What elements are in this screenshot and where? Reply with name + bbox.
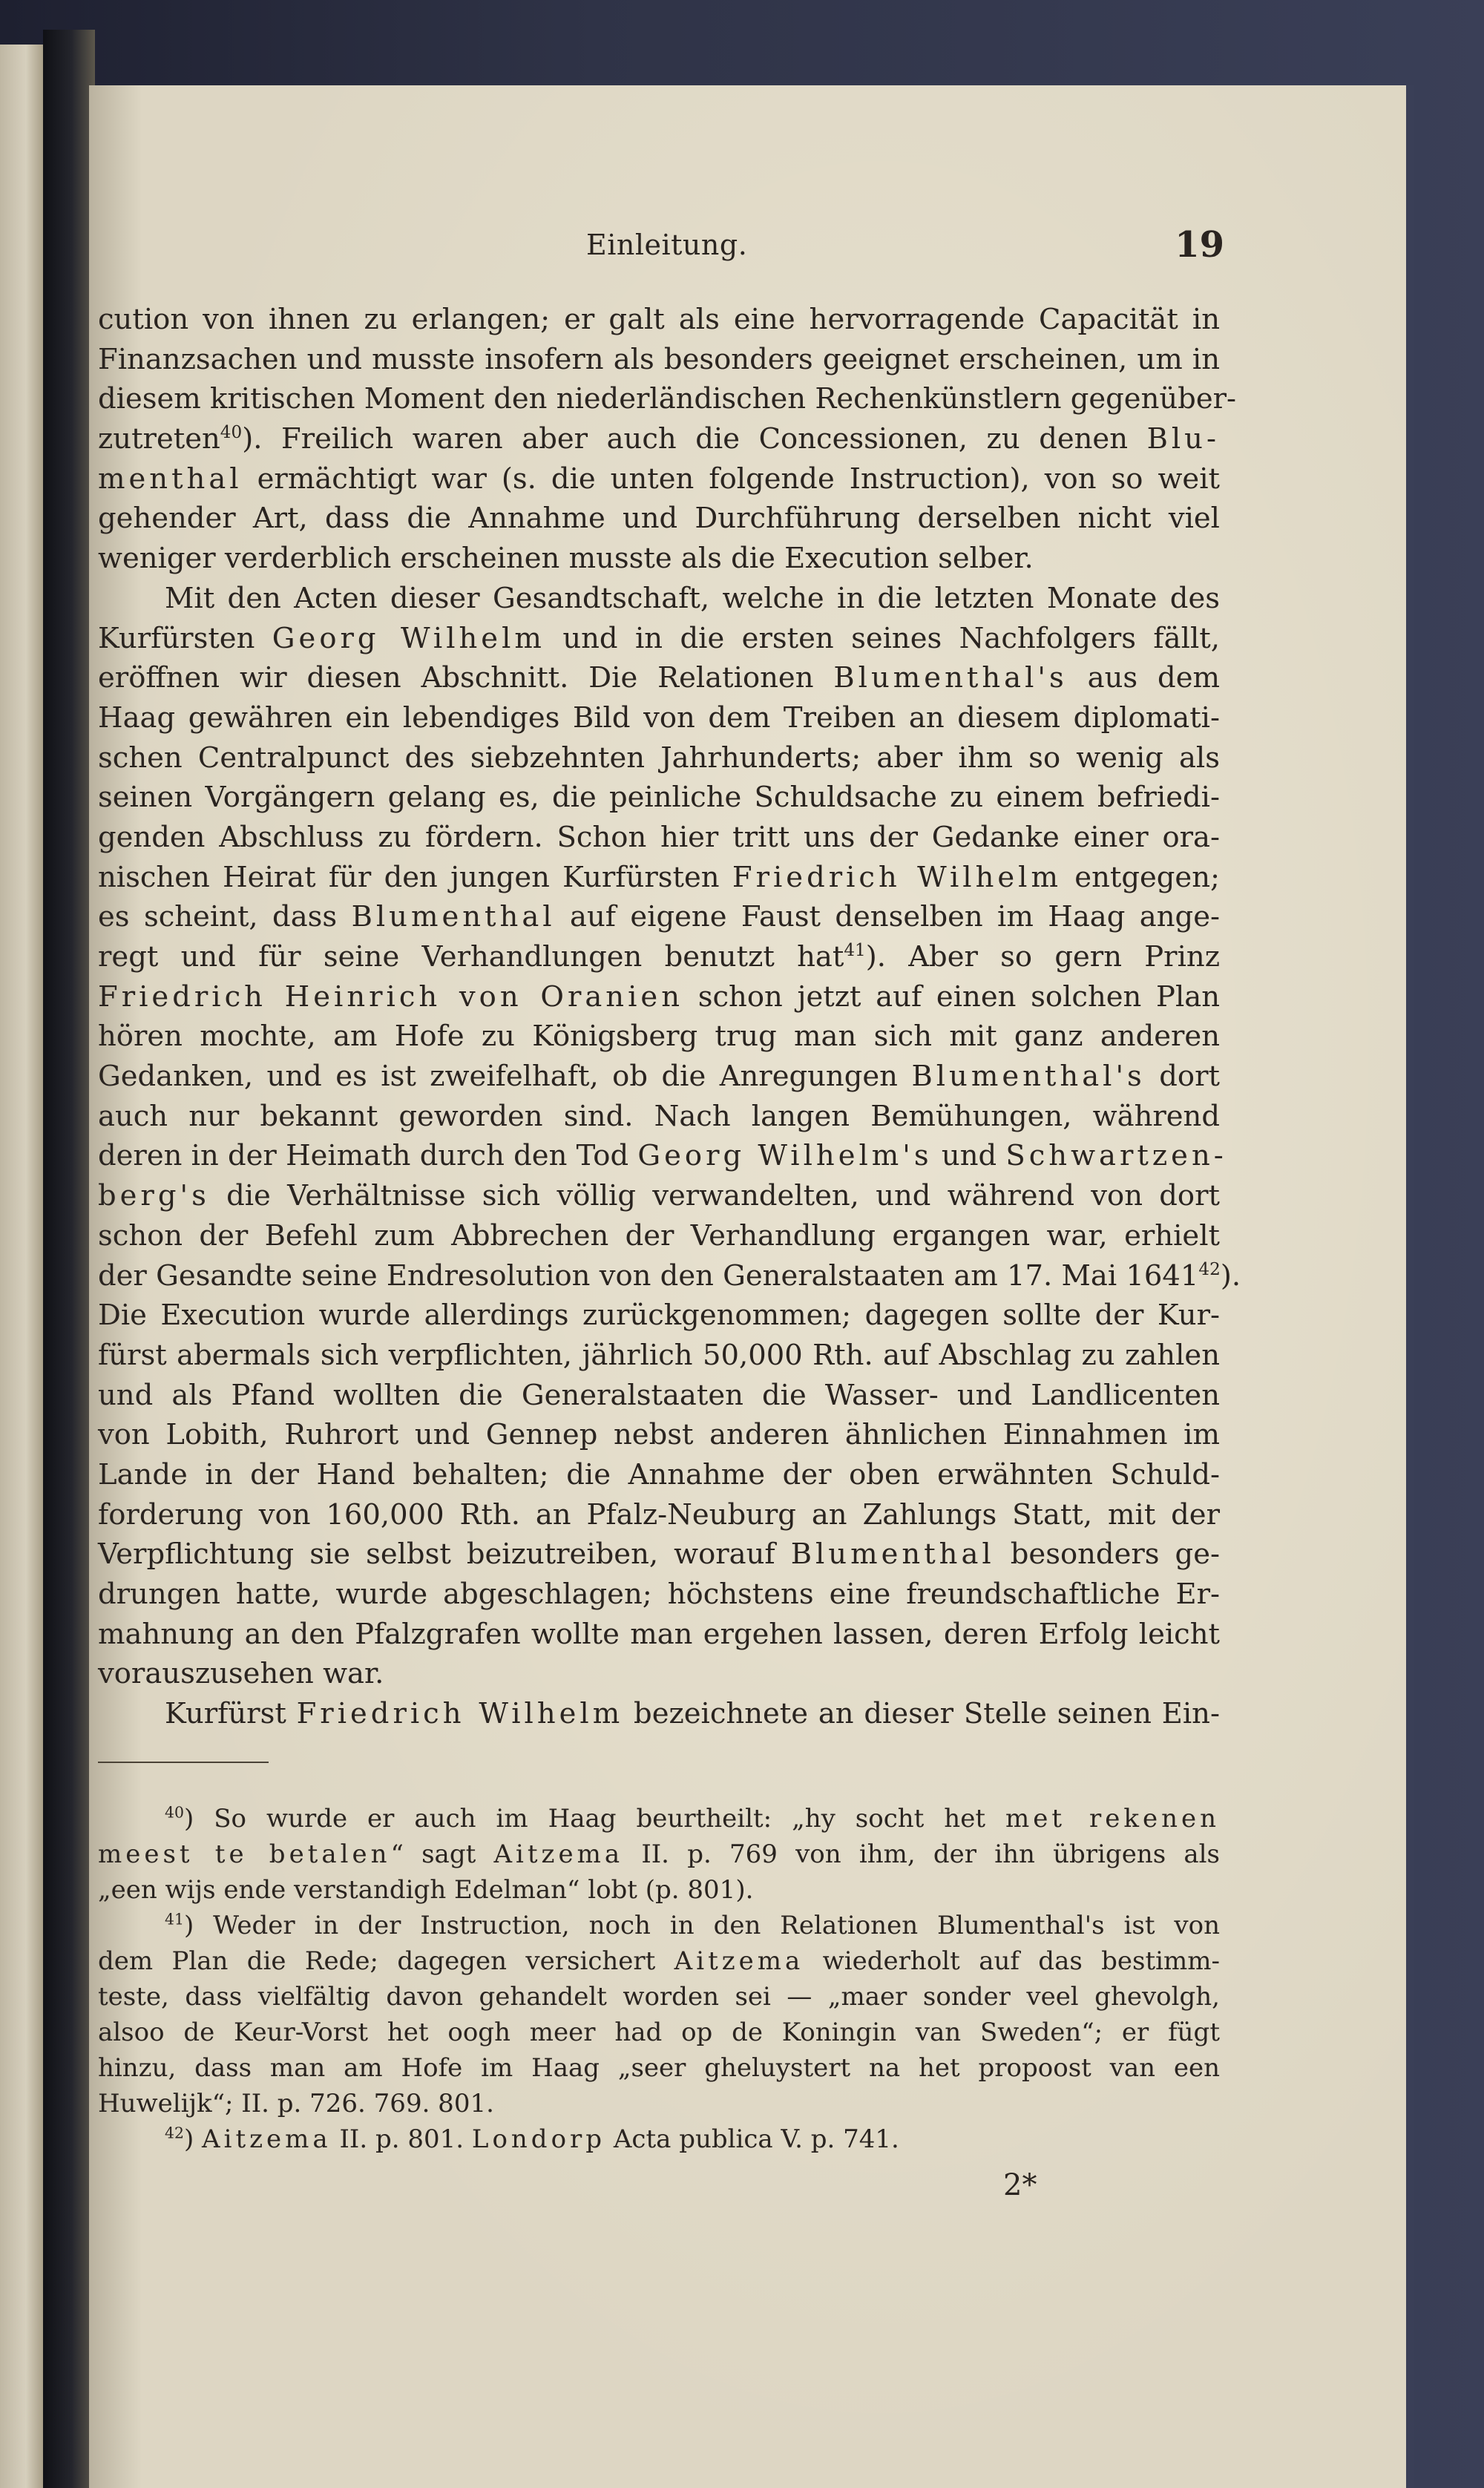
text-line: cution von ihnen zu erlangen; er galt als eine hervorragende Capacität in: [98, 303, 1220, 336]
footnote-ref-40: 40: [220, 423, 243, 443]
footnote-ref-42: 42: [1198, 1259, 1221, 1279]
body-text: [98, 300, 1241, 1734]
text-line: vorauszusehen war.: [98, 1657, 384, 1691]
text-line: schen Centralpunct des siebzehnten Jahrhunderts; aber ihm so wenig als: [98, 741, 1220, 775]
text-line: Lande in der Hand behalten; die Annahme der oben erwähnten Schuld-: [98, 1457, 1220, 1491]
footnote-line: alsoo de Keur-Vorst het oogh meer had op de Koningin van Sweden“; er fügt: [98, 2018, 1220, 2047]
text-line: Gedanken, und es ist zweifelhaft, ob die Anregungen Blumenthal's dort: [98, 1060, 1220, 1094]
text-line: hören mochte, am Hofe zu Königsberg trug man sich mit ganz anderen: [98, 1020, 1220, 1054]
text-line: regt und für seine Verhandlungen benutzt hat$^{41}$). Aber so gern Prinz: [98, 940, 1220, 974]
text-line: auch nur bekannt geworden sind. Nach langen Bemühungen, während: [98, 1099, 1220, 1133]
text-line: Die Execution wurde allerdings zurückgenommen; dagegen sollte der Kur-: [98, 1299, 1220, 1333]
footnote-line: meest te betalen“ sagt Aitzema II. p. 769 von ihm, der ihn übrigens als: [98, 1839, 1220, 1869]
footnote-line: $^{40}$) So wurde er auch im Haag beurtheilt: „hy socht het met rekenen: [165, 1803, 1220, 1834]
book-gutter: [43, 30, 95, 2488]
page-right-edge: [1406, 85, 1414, 2488]
text-line: Verpflichtung sie selbst beizutreiben, worauf Blumenthal besonders ge-: [98, 1537, 1220, 1572]
running-head: Einleitung.: [586, 229, 748, 261]
text-line: zutreten$^{40}$). Freilich waren aber auch die Concessionen, zu denen Blu-: [98, 422, 1220, 456]
text-line: und als Pfand wollten die Generalstaaten die Wasser- und Landlicenten: [98, 1378, 1220, 1412]
previous-page-edge: [0, 45, 43, 2488]
text-line: berg's die Verhältnisse sich völlig verwandelten, und während von dort: [98, 1179, 1220, 1213]
signature-mark: 2*: [1003, 2168, 1037, 2202]
page-header: [586, 224, 1224, 269]
text-line: Friedrich Heinrich von Oranien schon jetzt auf einen solchen Plan: [98, 979, 1221, 1014]
footnotes: [98, 1801, 1220, 2157]
text-line: es scheint, dass Blumenthal auf eigene Faust denselben im Haag ange-: [98, 900, 1220, 934]
text-line: diesem kritischen Moment den niederländischen Rechenkünstlern gegenüber-: [98, 382, 1237, 416]
footnote-line: Huwelijk“; II. p. 726. 769. 801.: [98, 2089, 494, 2118]
text-line: genden Abschluss zu fördern. Schon hier tritt uns der Gedanke einer ora-: [98, 820, 1220, 854]
footnote-line: $^{42}$) Aitzema II. p. 801. Londorp Acta publica V. p. 741.: [165, 2124, 899, 2154]
text-line: der Gesandte seine Endresolution von den Generalstaaten am 17. Mai 1641$^{42}$).: [98, 1258, 1241, 1293]
text-line: Mit den Acten dieser Gesandtschaft, welche in die letzten Monate des: [165, 581, 1220, 615]
text-line: seinen Vorgängern gelang es, die peinliche Schuldsache zu einem befriedi-: [98, 781, 1220, 815]
text-line: schon der Befehl zum Abbrechen der Verhandlung ergangen war, erhielt: [98, 1218, 1220, 1253]
footnote-rule: [98, 1762, 269, 1763]
text-line: von Lobith, Ruhrort und Gennep nebst anderen ähnlichen Einnahmen im: [98, 1418, 1220, 1452]
text-line: nischen Heirat für den jungen Kurfürsten Friedrich Wilhelm entgegen;: [98, 860, 1220, 894]
text-line: gehender Art, dass die Annahme und Durchführung derselben nicht viel: [98, 502, 1220, 536]
footnote-line: „een wijs ende verstandigh Edelman“ lobt (p. 801).: [98, 1875, 754, 1905]
footnote-line: hinzu, dass man am Hofe im Haag „seer gheluystert na het propoost van een: [98, 2053, 1220, 2083]
text-line: Kurfürsten Georg Wilhelm und in die ersten seines Nachfolgers fällt,: [98, 621, 1220, 655]
text-line: weniger verderblich erscheinen musste als die Execution selber.: [98, 542, 1034, 576]
text-line: fürst abermals sich verpflichten, jährlich 50,000 Rth. auf Abschlag zu zahlen: [98, 1338, 1220, 1372]
text-line: Haag gewähren ein lebendiges Bild von dem Treiben an diesem diplomati-: [98, 700, 1220, 735]
text-line: mahnung an den Pfalzgrafen wollte man ergehen lassen, deren Erfolg leicht: [98, 1617, 1220, 1651]
footnote-line: $^{41}$) Weder in der Instruction, noch in den Relationen Blumenthal's ist von: [165, 1910, 1220, 1940]
footnote-ref-41: 41: [844, 941, 866, 961]
text-line: Kurfürst Friedrich Wilhelm bezeichnete an dieser Stelle seinen Ein-: [165, 1697, 1220, 1731]
page-number: 19: [1175, 224, 1224, 266]
text-line: deren in der Heimath durch den Tod Georg Wilhelm's und Schwartzen-: [98, 1139, 1227, 1173]
text-line: eröffnen wir diesen Abschnitt. Die Relationen Blumenthal's aus dem: [98, 661, 1220, 695]
text-line: menthal ermächtigt war (s. die unten folgende Instruction), von so weit: [98, 462, 1220, 496]
footnote-line: dem Plan die Rede; dagegen versichert Aitzema wiederholt auf das bestimm-: [98, 1946, 1221, 1976]
text-line: drungen hatte, wurde abgeschlagen; höchstens eine freundschaftliche Er-: [98, 1578, 1220, 1611]
footnote-line: teste, dass vielfältig davon gehandelt worden sei — „maer sonder veel ghevolgh,: [98, 1982, 1220, 2012]
text-line: Finanzsachen und musste insofern als besonders geeignet erscheinen, um in: [98, 342, 1220, 376]
text-line: forderung von 160,000 Rth. an Pfalz-Neuburg an Zahlungs Statt, mit der: [98, 1497, 1220, 1532]
